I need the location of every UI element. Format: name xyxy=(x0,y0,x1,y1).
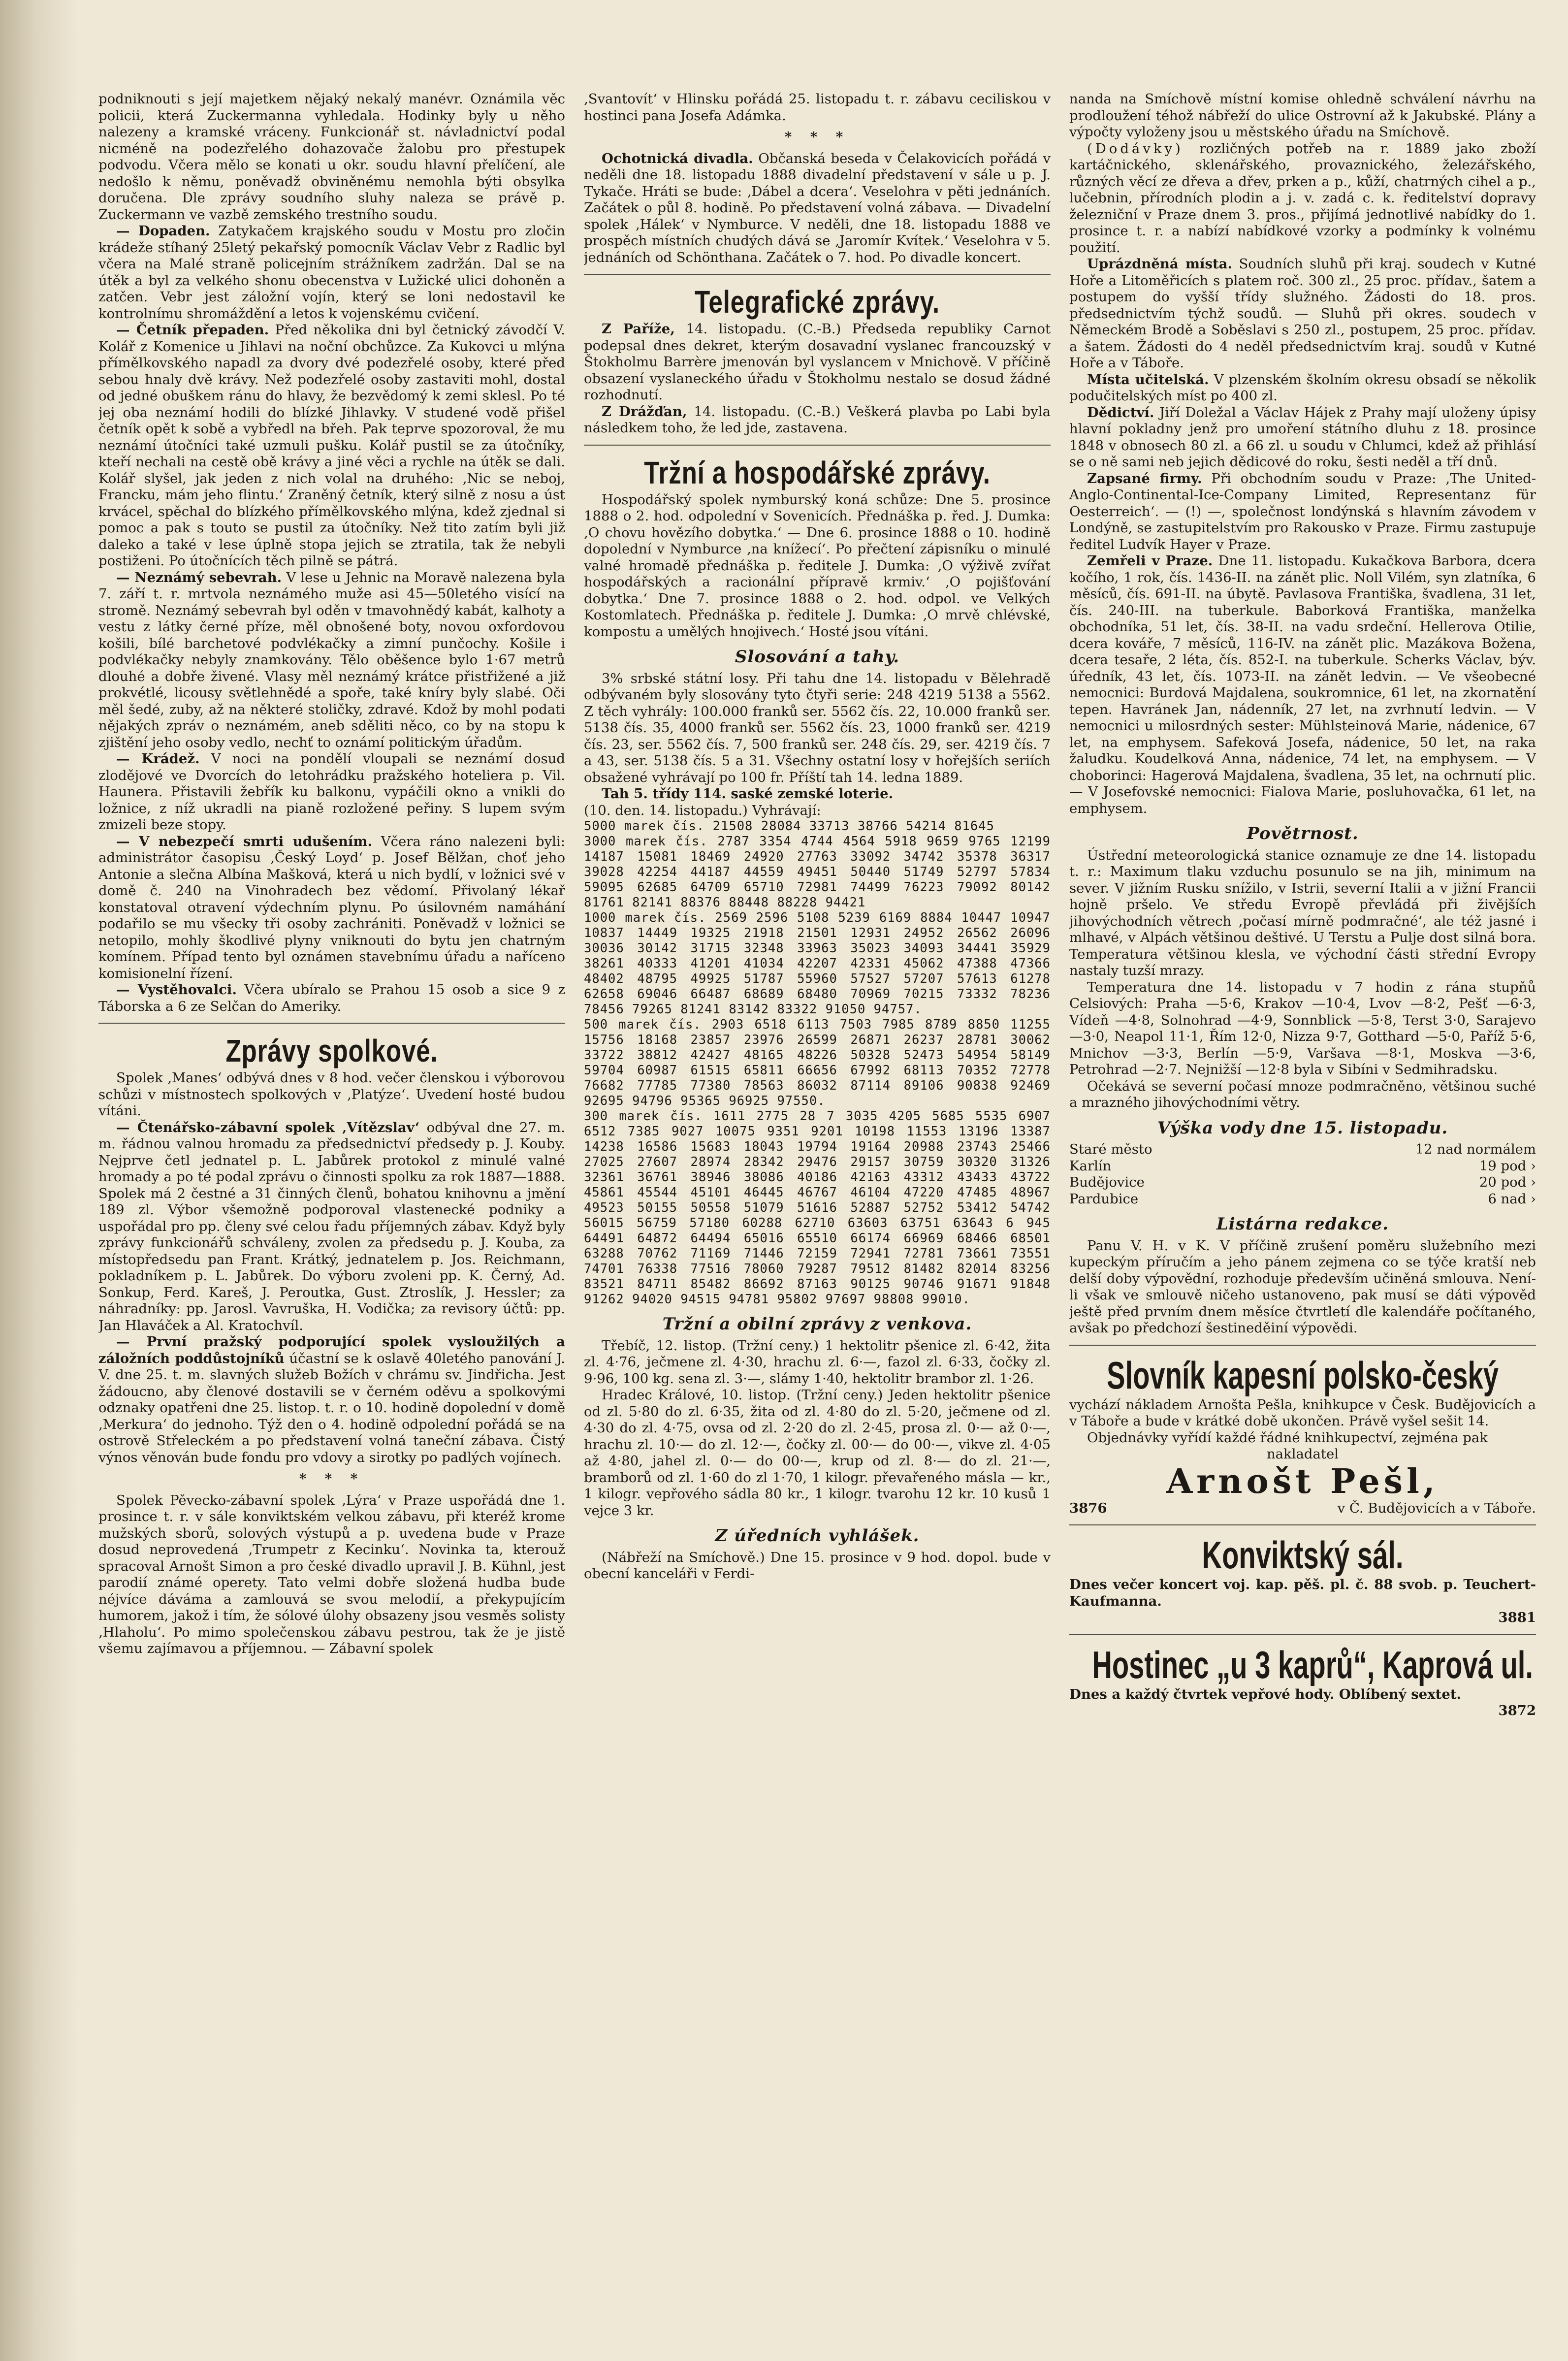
column-middle xyxy=(584,91,1051,2341)
article-heading: — Neznámý sebevrah. xyxy=(116,569,282,585)
article-nebezpeci: — V nebezpečí smrti udušením. Včera ráno nalezeni byli: administrátor časopisu ‚Český Loyd‘ p. Josef Bělžan, choť jeho Antonie a slečna Albína Mašková, která u nich bydlí, v ložnici své v domě č. 240 na Vinohradech bez vědomí. Přivolaný lékař konstatoval otravení výdechním plynu. Po úsilovném namáhání podařilo se mu všecky tři osoby zachrániti. Poněvadž v ložnici se netopilo, mohly škodlivé plyny vniknouti do bytu jen chatrným komínem. Případ tento byl oznámen stavebnímu úřadu a naříceno komisionelní řízení. xyxy=(98,833,565,981)
weather-text-3: Očekává se severní počasí mnoze podmračněno, většinou suché a mrazného jihovýchodními větry. xyxy=(1069,1078,1536,1110)
article-kradez: — Krádež. V noci na pondělí vloupali se neznámí dosud zlodějové ve Dvorcích do letohrádku pražského hoteliera p. Vil. Haunera. Přistavili žebřík ku balkonu, vypáčili okno a vnikli do ložnice, z níž ukradli na pianě rozložené peřiny. S lupem svým zmizeli beze stopy. xyxy=(98,751,565,833)
column-left xyxy=(98,91,565,2341)
article-heading: Zapsané firmy. xyxy=(1087,470,1202,486)
article-srbske-losy: 3% srbské státní losy. Při tahu dne 14. listopadu v Bělehradě odbývaném byly slosovány tyto čtyři serie: 248 4219 5138 a 5562. Z těch vyhrály: 100.000 franků ser. 5562 čís. 22, 10.000 franků ser. 5138 čís. 35, 4000 franků ser. 5562 čís. 23, 1000 franků ser. 4219 čís. 23, ser. 5562 čís. 7, 500 franků ser. 248 čís. 29, ser. 4219 čís. 7 a 43, ser. 5138 čís. 5 a 31. Všechny ostatní losy v hořejších seriích obsažené vyhrávají po 100 fr. Příští tah 14. ledna 1889. xyxy=(584,670,1051,785)
article-sebevrah: — Neznámý sebevrah. V lese u Jehnic na Moravě nalezena byla 7. září t. r. mrtvola neznámého muže asi 45—50letého visící na stromě. Neznámý sebevrah byl oděn v tmavohnědý kabát, kalhoty a vestu z látky černé příze, měl obnošené boty, novou oxfordovou košili, bílé barchetové podvlékačky a zimní punčochy. Košile i podvlékačky nebyly znamkovány. Tělo oběšence bylo 1·67 metrů dlouhé a dobře živené. Vlasy měl neznámý krátce přistřižené a již prokvétlé, licousy světlehnědé a spoře, také kníry byly slabé. Oči měl šedé, zuby, až na některé stoličky, zdravé. Kdož by mohl podati nějakých zpráv o neznámém, aneb sděliti něco, co by na stopu k zjištění jeho osoby vedlo, nechť to oznámí politickým úřadům. xyxy=(98,569,565,750)
lottery-3000: 3000 marek čís. 2787 3354 4744 4564 5918 9659 9765 12199 14187 15081 18469 24920 27763 33092 34742 35378 36317 39028 42254 44187 44559 49451 50440 51749 52797 57834 59095 62685 64709 65710 72981 74499 76223 79092 80142 81761 82141 88376 88448 88228 94421 xyxy=(584,834,1051,910)
stars-separator: * * * xyxy=(784,129,850,145)
article-nabrezi: nanda na Smíchově místní komise ohledně schválení návrhu na prodloužení téhož nábřeží do ulice Ostrovní až k Jakubské. Plány a výpočty vyloženy jsou u městského úřadu na Smíchově. xyxy=(1069,91,1536,140)
article-uprazdnena: Uprázdněná místa. Soudních sluhů při kraj. soudech v Kutné Hoře a Litoměřicích s platem roč. 300 zl., 25 proc. přídav., šatem a postupem do vyšší třídy služného. Žádosti do 18. pros. předsednictvím týchž soudů. — Sluhů při okres. soudech v Německém Brodě a Soběslavi s 250 zl., postupem, 25 proc. přídav. a šatem. Žádosti do 4 neděl předsednictvím kraj. soudů v Kutné Hoře a v Táboře. xyxy=(1069,256,1536,371)
section-title-slosovani: Slosování a tahy. xyxy=(735,647,900,667)
weather-text-1: Ústřední meteorologická stanice oznamuje ze dne 14. listopadu t. r.: Maximum tlaku vzduchu posunulo se na jih, minimum na sever. V jižním Rusku snížilo, v Istrii, severní Italii a v jižní Francii hojně pršelo. Ve středu Evropě převládá při živějších jihovýchodních větrech ‚počasí mírně podmračné‘, ale též jasné i mlhavé, v Alpách většinou deštivé. U Terstu a Pulje dost silná bora. Temperatura většinou klesla, ve východní části střední Evropy nastaly tuzší mrazy. xyxy=(1069,847,1536,978)
ad-hostinec: Hostinec „u 3 kaprů“, Kaprová ul. Dnes a každý čtvrtek vepřové hody. Oblíbený sextet. 3872 xyxy=(1069,1643,1536,1718)
ad-publisher: Arnošt Pešl, xyxy=(1166,1461,1439,1501)
section-title-spolkove: Zprávy spolkové. xyxy=(225,1033,438,1068)
lottery-300: 300 marek čís. 1611 2775 28 7 3035 4205 5685 5535 6907 6512 7385 9027 10075 9351 9201 10198 11553 13196 13387 14238 16586 15683 18043 19794 19164 20988 23743 25466 27025 27607 28974 28342 29476 29157 30759 30320 31326 32361 36761 38946 38086 40186 42163 43312 43433 43722 45861 45544 45101 46445 46767 46104 47220 47485 48967 49523 50155 50558 51079 51616 52887 52752 53412 54742 56015 56759 57180 60288 62710 63603 63751 63643 6 945 64491 64872 64494 65016 65510 66174 66969 68466 68501 63288 70762 71169 71446 72159 72941 72781 73661 73551 74701 76338 77516 78060 79287 79512 81482 82014 83256 83521 84711 85482 86692 87163 90125 90746 91671 91848 91262 94020 94515 94781 95802 97697 98808 99010. xyxy=(584,1109,1051,1307)
article-dodavky: (Dodávky) rozličných potřeb na r. 1889 jako zboží kartáčnického, sklenářského, provaznického, železářského, různých věcí ze dřeva a dřev, prken a p., kůží, chatrných cihel a p., lučebnin, přírodních plodin a j. v. zadá c. k. ředitelství dopravy železniční v Praze dnem 3. pros., přijímá jednotlivé nabídky do 1. prosince t. r. a nabízí nabídkové vzorky a podmínky k volnému použití. xyxy=(1069,140,1536,256)
article-heading: Dědictví. xyxy=(1087,404,1154,420)
divider xyxy=(98,1023,565,1024)
article-vystehovalci: — Vystěhovalci. Včera ubíralo se Prahou 15 osob a sice 9 z Táborska a 6 ze Selčan do Ameriky. xyxy=(98,982,565,1014)
article-prvni-spolek: — První pražský podporující spolek vysloužilých a záložních poddůstojníků účastní se k oslavě 40letého panování J. V. dne 25. t. m. slavných služeb Božích v chrámu sv. Jindřicha. Jest žádoucno, aby členové dostavili se v černém oděvu a spolkovými odznaky opatřeni dne 25. listop. t. r. o 10. hodině dopolední v domě ‚Merkura‘ do jednoho. Týž den o 4. hodině odpolední pořádá se na ostrově Střeleckém a po představení volná taneční zábava. Čistý výnos věnován bude fondu pro vdovy a sirotky po padlých vojínech. xyxy=(98,1334,565,1465)
article-listarna: Panu V. H. v K. V příčině zrušení poměru služebního mezi kupeckým příručím a jeho pánem zejmena co se týče kratší neb delší doby výpovědní, rozhoduje především učiněná smlouva. Není-li však ve smlouvě ničeho ustanoveno, pak musí se dáti výpověd ještě před prvním dnem měsíce čtvrtletí dle kalendáře počítaného, avšak po předchozí šestineděiní výpovědi. xyxy=(1069,1237,1536,1336)
divider xyxy=(1069,1634,1536,1635)
section-title-listarna: Listárna redakce. xyxy=(1216,1214,1389,1234)
article-firmy: Zapsané firmy. Při obchodním soudu v Praze: ‚The United-Anglo-Continental-Ice-Company Limited, Representanz für Oesterreich‘. — (!) —, společnost londýnská s hlavním závodem v Londýně, se zastupitelstvím pro Rakousko v Praze. Firmu zastupuje ředitel Ludvík Hayer v Praze. xyxy=(1069,470,1536,552)
ad-title: Slovník kapesní polsko-český xyxy=(1107,1353,1499,1397)
table-row: Budějovice 20 pod › xyxy=(1069,1174,1536,1190)
article-continued: podniknouti s její majetkem nějaký nekalý manévr. Oznámila věc policii, která Zuckermanna vyhledala. Hodinky byly u něho nalezeny a kramské vráceny. Funkcionář st. návladnictví podal nicméně na podezřelého dohazovače žalobu pro přestupek podvodu. Včera mělo se konati u okr. soudu hlavní přelíčení, ale nedošlo k němu, poněvadž obviněnému nemohla býti obsylka doručena. Dle zprávy soudního sluhy naleza se právě p. Zuckermann ve vazbě zemského trestního soudu. xyxy=(98,91,565,223)
section-title-voda: Výška vody dne 15. listopadu. xyxy=(1157,1118,1448,1138)
lottery-heading: Tah 5. třídy 114. saské zemské loterie. xyxy=(602,786,894,802)
telegram-drazdan: Z Drážďan, 14. listopadu. (C.-B.) Veškerá plavba po Labi byla následkem toho, že led jde, zastavena. xyxy=(584,403,1051,436)
section-title-povetrnost: Povětrnost. xyxy=(1247,824,1359,843)
market-hradec: Hradec Králové, 10. listop. (Tržní ceny.) Jeden hektolitr pšenice od zl. 5·80 do zl. 6·35, žita od zl. 4·80 do zl. 5·20, ječmene od zl. 4·30 do zl. 4·75, ovsa od zl. 2·20 do zl. 2·45, prosa zl. 0·— až 0·—, hrachu zl. 10·— do zl. 12·—, čočky zl. 00·— do 00·—, vikve zl. 4·05 až 4·80, jahel zl. 0·— do 00·—, krup od zl. 8·— do zl. 21·—, bramborů od zl. 1·60 do zl 1·70, 1 kilogr. převařeného másla — kr., 1 kilogr. vepřového sádla 80 kr., 1 kilogr. tvarohu 12 kr. 10 kusů 1 vejce 3 kr. xyxy=(584,1387,1051,1519)
ad-title: Hostinec „u 3 kaprů“, Kaprová ul. xyxy=(1092,1643,1533,1686)
section-title-trzni: Tržní a hospodářské zprávy. xyxy=(644,454,991,490)
article-heading: Uprázdněná místa. xyxy=(1087,256,1233,272)
article-vitezslav: — Čtenářsko-zábavní spolek ‚Vítězslav‘ odbýval dne 27. m. m. řádnou valnou hromadu za předsednictví předsedy p. J. Kouby. Nejprve četl jednatel p. L. Jabůrek protokol z minulé valné hromady a po té podal zprávu o činnosti spolku za rok 1887—1888. Spolek má 2 čestné a 31 činných členů, bohatou knihovnu a jmění 189 zl. Výbor všemožně podporoval vlastenecké podniky a uspořádal pro pp. členy své celou řadu příjemných zábav. Když byly zprávy funkcionářů schváleny, zvolen za předsedu p. J. Kouba, za místopředsedu pan Frant. Krátký, jednatelem p. Jos. Reichmann, pokladníkem p. L. Jabůrek. Do výboru zvoleni pp. K. Černý, Ad. Sonkup, Ferd. Kareš, J. Peroutka, Gust. Ztroslík, J. Hessler; za náhradníky: pp. Jarosl. Vavruška, H. Vodička; za revisory účtů: pp. Jan Hlaváček a Al. Kratochvíl. xyxy=(98,1119,565,1333)
section-title-uredni: Z úředních vyhlášek. xyxy=(715,1526,920,1546)
telegram-pariz: Z Paříže, 14. listopadu. (C.-B.) Předseda republiky Carnot podepsal dnes dekret, kterým dosavadní vyslanec francouzský v Štokholmu Barrère jmenován byl vyslancem v Mnichově. V příčině obsazení vyslaneckého úřadu v Štokholmu nestalo se dosud žádné rozhodnutí. xyxy=(584,321,1051,403)
article-heading: — Krádež. xyxy=(116,751,200,767)
article-manes: Spolek ‚Manes‘ odbývá dnes v 8 hod. večer členskou i výborovou schůzi v místnostech spolkových v ‚Platýze‘. Uvedení hosté budou vítáni. xyxy=(98,1070,565,1119)
table-row: Staré město 12 nad normálem xyxy=(1069,1141,1536,1157)
article-heading: — V nebezpečí smrti udušením. xyxy=(116,833,373,849)
ad-title: Konviktský sál. xyxy=(1202,1533,1404,1577)
article-ochotnicka: Ochotnická divadla. Občanská beseda v Čelakovicích pořádá v neděli dne 18. listopadu 1888 divadelní představení v sále u p. J. Tykače. Hráti se bude: ‚Dábel a dcera‘. Veselohra v pěti jednáních. Začátek o půl 8. hodině. Po představení volná zábava. — Divadelní spolek ‚Hálek‘ v Nymburce. V neděli, dne 18. listopadu 1888 ve prospěch místních chudých dává se ‚Jaromír Kvítek.‘ Veselohra v 5. jednáních od Schönthana. Začátek o 7. hod. Po divadle koncert. xyxy=(584,150,1051,265)
ad-slovnik: Slovník kapesní polsko-český vychází nákladem Arnošta Pešla, knihkupce v Česk. Budějovicích a v Táboře a bude v krátké době ukončen. Právě vyšel sešit 14. Objednávky vyřídí každé řádné knihkupectví, zejména pak nakladatel Arnošt Pešl, 3876 v Č. Budějovicích a v Táboře. xyxy=(1069,1353,1536,1516)
lottery-1000: 1000 marek čís. 2569 2596 5108 5239 6169 8884 10447 10947 10837 14449 19325 21918 21501 12931 24952 26562 26096 30036 30142 31715 32348 33963 35023 34093 34441 35929 38261 40333 41201 41034 42207 42331 45062 47388 47366 48402 48795 49925 51787 55960 57527 57207 57613 61278 62658 69046 66487 68689 68480 70969 70215 73332 78236 78456 79265 81241 83142 83322 91050 94757. xyxy=(584,910,1051,1017)
lottery-5000: 5000 marek čís. 21508 28084 33713 38766 54214 81645 xyxy=(584,819,994,834)
article-hosp-spolek: Hospodářský spolek nymburský koná schůze: Dne 5. prosince 1888 o 2. hod. odpolední v Sovenicích. Přednáška p. řed. J. Dumka: ‚O chovu hovězího dobytka.‘ — Dne 6. prosince 1888 o 10. hodině dopolední v Nymburce ‚na knížecí‘. Po přečtení zápisníku o minulé valné hromadě přednáška p. ředitele J. Dumka: ‚O výživě zvířat hospodářských a racionální přípravě krmiv.‘ ‚O pojišťování dobytka.‘ Dne 7. prosince 1888 o 2. hod. odpol. ve Velkých Kostomlatech. Přednáška p. ředitele J. Dumka: ‚O mrvě chlévské, kompostu a umělých hnojivech.‘ Hosté jsou vítáni. xyxy=(584,491,1051,640)
article-dedictvi: Dědictví. Jiří Doležal a Václav Hájek z Prahy mají uloženy úpisy hlavní pokladny jenž pro umoření státního dluhu z 18. prosince 1848 v obnosech 80 zl. a 66 zl. u soudu v Chlumci, kdež až přihlásí se o ně sami neb jejich dědicové do roku, šesti neděl a tří dnů. xyxy=(1069,404,1536,470)
section-title-telegraf: Telegrafické zprávy. xyxy=(695,284,940,320)
stars-separator: * * * xyxy=(299,1471,365,1487)
article-heading: Místa učitelská. xyxy=(1087,371,1209,388)
article-cetnik: — Četník přepaden. Před několika dni byl četnický závodčí V. Kolář z Komenice u Jihlavi na noční obchůzce. Za Kukovci u mlýna přímělkovského napadl za dvory dvé podezřelé osoby, které před sebou hnaly dvě krávy. Než podezřelé osoby zastaviti mohl, dostal od jedné obuškem ránu do hlavy, že bezvědomý k zemi sklesl. Po té jej oba neznámí hodili do blízké Jihlavky. V studené vodě přišel četník opět k sobě a vybředl na břeh. Pak teprve spozoroval, že mu neznámí útočníci také uzmuli pušku. Kolář pustil se za útočníky, kteří nechali na cestě obě krávy a jiné věci a rychle na útěk se dali. Kolář slyšel, jak jeden z nich volal na druhého: ‚Nic se neboj, Francku, mám jeho flintu.‘ Zraněný četník, který silně z nosu a úst krvácel, spěchal do blízkého přímělkovského mlýna, kdež zjednal si pomoc a pak s touto se pustil za útočníky. Než tito zatím byli již daleko a také v lese úplně stopa jejich se ztratila, tak že nebyli postiženi. Po útočnících těch pilně se pátrá. xyxy=(98,322,565,569)
article-heading: — Vystěhovalci. xyxy=(116,982,237,998)
divider xyxy=(1069,1524,1536,1525)
water-level-table xyxy=(1069,1141,1536,1207)
divider xyxy=(584,274,1051,275)
article-heading: Zemřeli v Praze. xyxy=(1087,553,1213,569)
article-zemreli: Zemřeli v Praze. Dne 11. listopadu. Kukačkova Barbora, dcera kočího, 1 rok, čís. 1436-II. na zánět plic. Noll Vilém, syn zlatníka, 6 měsíců, čís. 691-II. na úbytě. Pavlasova Františka, švadlena, 31 let, čís. 240-III. na tuberkule. Baborková Františka, manželka obchodníka, 51 let, čís. 38-II. na vadu srdeční. Hellerova Otilie, dcera kováře, 7 měsíců, 116-IV. na zánět plic. Mazákova Božena, dcera tesaře, 2 léta, čís. 852-I. na tuberkule. Scherks Václav, býv. úředník, 43 let, čís. 1073-II. na zánět ledvin. — Ve všeobecné nemocnici: Burdová Majdalena, soukromnice, 61 let, na zkornatění tepen. Havránek Jan, nádenník, 27 let, na zvrhnutí ledvin. — V nemocnici u milosrdných sester: Mühlsteinová Marie, nádenice, 67 let, na emphysem. Safeková Josefa, nádenice, 50 let, na raka žaludku. Koudelková Anna, nádenice, 74 let, na emphysem. — V choborinci: Hagerová Majdalena, švadlena, 35 let, na ochrnutí plic. — V Josefovské nemocnici: Fialova Marie, posluhovačka, 61 let, na emphysem. xyxy=(1069,553,1536,816)
lottery-500: 500 marek čís. 2903 6518 6113 7503 7985 8789 8850 11255 15756 18168 23857 23976 26599 26871 26237 28781 30062 33722 38812 42427 48165 48226 50328 52473 54954 58149 59704 60987 61515 65811 66656 67992 68113 70352 72778 76682 77785 77380 78563 86032 87114 89106 90838 92469 92695 94796 95365 96925 97550. xyxy=(584,1017,1051,1108)
weather-text-2: Temperatura dne 14. listopadu v 7 hodin z rána stupňů Celsiových: Praha —5·6, Krakov —10·4, Lvov —8·2, Pešť —6·3, Vídeň —4·8, Solnohrad —4·9, Sonnblick —5·8, Terst 3·0, Sarajevo —3·0, Neapol 11·1, Řím 12·0, Nizza 9·7, Gotthard —5·0, Paříž 5·6, Mnichov —3·3, Berlín —5·9, Varšava —8·1, Moskva —3·6, Petrohrad —2·7. Nejnižší —12·8 byla v Sibíni v Sedmihradsku. xyxy=(1069,979,1536,1077)
lottery-subheading: (10. den. 14. listopadu.) Vyhrávají: xyxy=(584,802,821,818)
table-row: Pardubice 6 nad › xyxy=(1069,1191,1536,1207)
table-row: Karlín 19 pod › xyxy=(1069,1158,1536,1174)
article-uredni: (Nábřeží na Smíchově.) Dne 15. prosince v 9 hod. dopol. bude v obecní kanceláři v Ferdi- xyxy=(584,1549,1051,1582)
article-dopaden: — Dopaden. Zatykačem krajského soudu v Mostu pro zločin krádeže stíhaný 25letý pekařský pomocník Václav Vebr z Radlic byl včera na Malé straně policejním strážníkem zadržán. Dal se na útěk a byl za velkého shonu obecenstva v Lužické ulici dohoněn a zatčen. Vebr jest záložní vojín, který se loni nedostavil ke kontrolnímu shromáždění a letos k vojenskému cvičení. xyxy=(98,223,565,322)
article-heading: — Dopaden. xyxy=(116,223,210,239)
section-title-venkov: Tržní a obilní zprávy z venkova. xyxy=(662,1314,972,1334)
article-heading: — Četník přepaden. xyxy=(116,322,269,338)
article-ucitelska: Místa učitelská. V plzenském školním okresu obsadí se několik podučitelských míst po 400 zl. xyxy=(1069,371,1536,404)
column-right xyxy=(1069,91,1536,2341)
market-trebic: Třebíč, 12. listop. (Tržní ceny.) 1 hektolitr pšenice zl. 6·42, žita zl. 4·76, ječmene zl. 4·30, hrachu zl. 6·—, fazol zl. 6·33, čočky zl. 9·96, 100 kg. sena zl. 3·—, slámy 1·40, hektolitr brambor zl. 1·26. xyxy=(584,1337,1051,1387)
ad-konvikt: Konviktský sál. Dnes večer koncert voj. kap. pěš. pl. č. 88 svob. p. Teuchert-Kaufmanna. 3881 xyxy=(1069,1533,1536,1625)
article-heading: Ochotnická divadla. xyxy=(602,150,753,166)
article-svantovit: ‚Svantovít‘ v Hlinsku pořádá 25. listopadu t. r. zábavu ceciliskou v hostinci pana Josefa Adámka. xyxy=(584,91,1051,124)
divider xyxy=(1069,1345,1536,1346)
divider xyxy=(584,445,1051,446)
article-lyra: Spolek Pěvecko-zábavní spolek ‚Lýra‘ v Praze uspořádá dne 1. prosince t. r. v sále konviktském velkou zábavu, při kteréž krome mužských sborů, solových výstupů a p. uvedena bude v Praze dosud neprovedená ‚Trumpetr z Kecinku‘. Novinka ta, kterouž spracoval Arnošt Simon a pro české divadlo upravil J. B. Kühnl, jest parodií známé operety. Tato velmi dobře složená hudba bude néjvíce dáváma a zamlouvá se svou melodií, a překypujícím humorem, jakož i tím, že sólové úlohy obsazeny jsou vesměs solisty ‚Hlaholu‘. Po mimo společenskou zábavu pestrou, tak že je jistě všemu zajímavou a příjemnou. — Zábavní spolek xyxy=(98,1492,565,1656)
